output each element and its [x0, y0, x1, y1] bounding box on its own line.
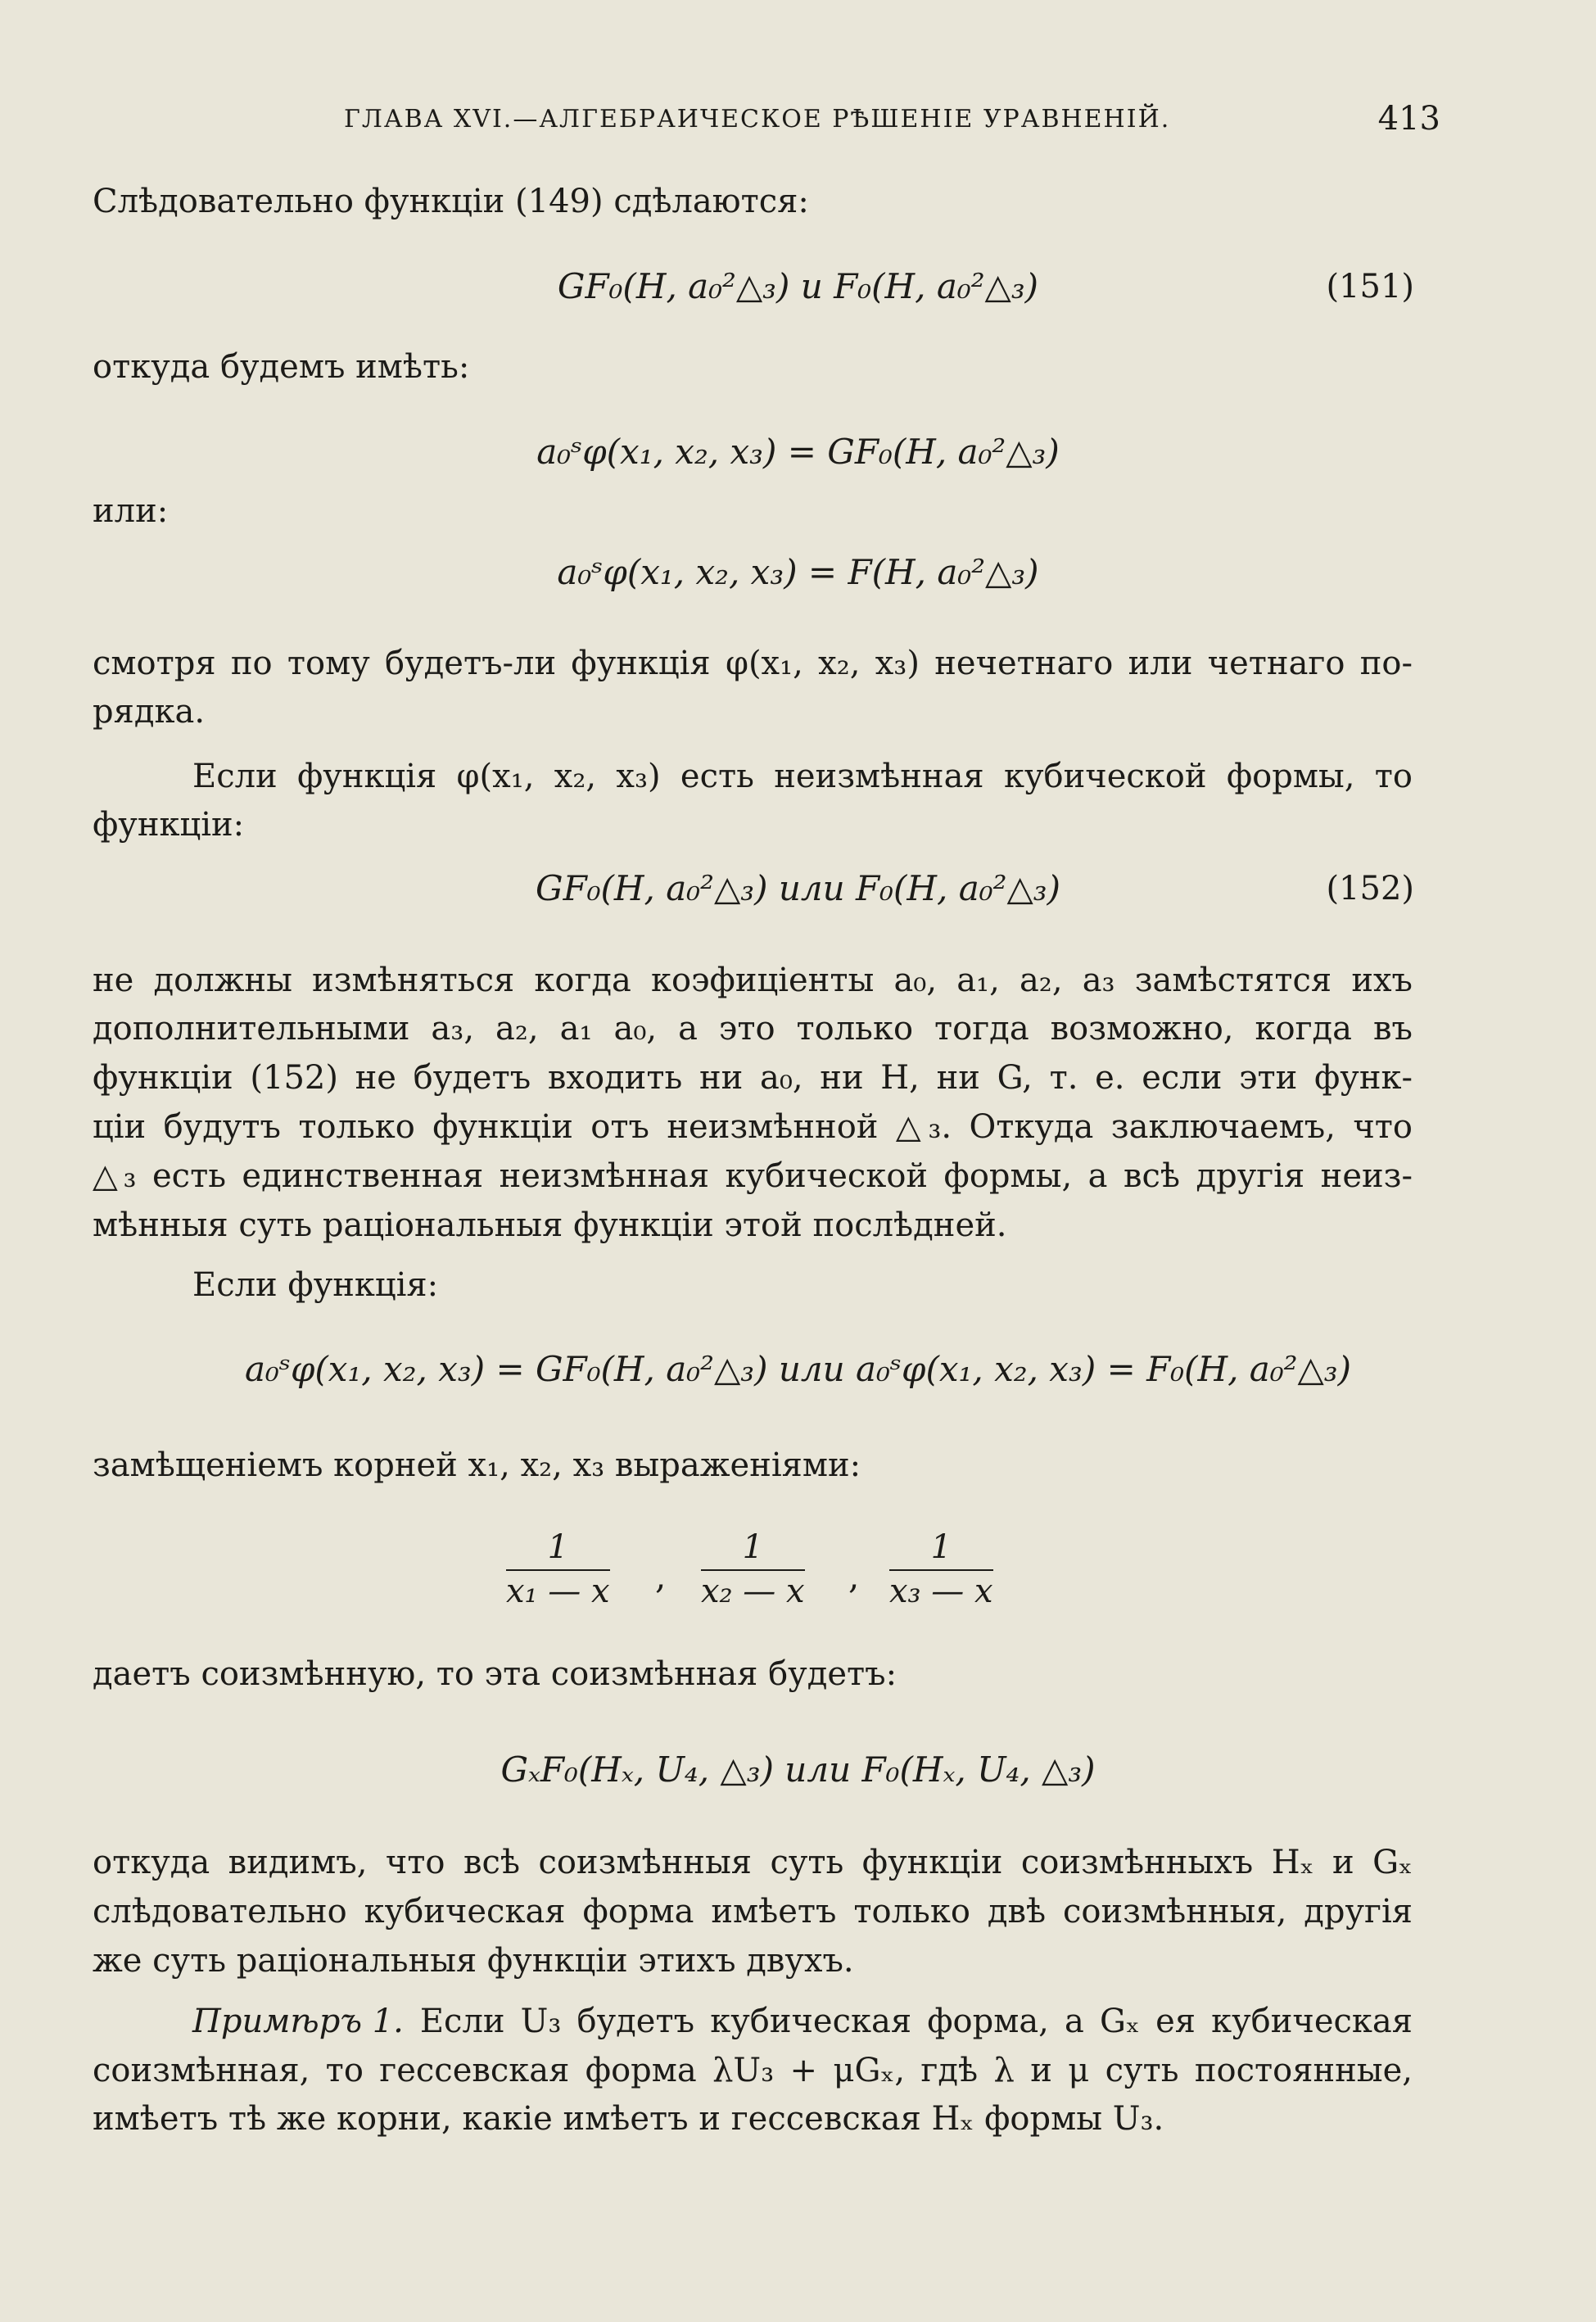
equation-151: GF₀(H, a₀²△₃) и F₀(H, a₀²△₃): [557, 266, 1039, 306]
fraction-denominator: x₃ — x: [889, 1573, 993, 1610]
fraction-denominator: x₁ — x: [506, 1573, 610, 1610]
text-line: ціи будутъ только функціи отъ неизмѣнной △₃. Откуда заключаемъ, что: [93, 1108, 1413, 1146]
fraction-numerator: 1: [889, 1528, 993, 1571]
separator: ,: [655, 1556, 667, 1596]
chapter-title: ГЛАВА XVI.—АЛГЕБРАИЧЕСКОЕ РѢШЕНІЕ УРАВНЕНІЙ.: [344, 105, 1171, 134]
example-text: Если U₃ будетъ кубическая форма, а Gₓ ея кубическая: [419, 2003, 1413, 2040]
text-line: соизмѣнная, то гессевская форма λU₃ + μGₓ, гдѣ λ и μ суть постоянные,: [93, 2052, 1413, 2089]
fraction-denominator: x₂ — x: [701, 1573, 805, 1610]
text-line: мѣнныя суть раціональныя функціи этой послѣдней.: [93, 1206, 1007, 1244]
example-label: Примѣръ 1.: [192, 2003, 404, 2040]
equation-number-152: (152): [1326, 870, 1414, 908]
text-line: смотря по тому будетъ-ли функція φ(x₁, x₂, x₃) нечетнаго или четнаго по-: [93, 645, 1413, 682]
text-line: же суть раціональныя функціи этихъ двухъ.: [93, 1942, 854, 1980]
text-line: не должны измѣняться когда коэфиціенты a₀, a₁, a₂, a₃ замѣстятся ихъ: [93, 962, 1413, 999]
fraction-2: [701, 1528, 805, 1612]
equation-d: GₓF₀(Hₓ, U₄, △₃) или F₀(Hₓ, U₄, △₃): [500, 1749, 1096, 1790]
paragraph-indent-line: Если функція φ(x₁, x₂, x₃) есть неизмѣнная кубической формы, то: [192, 758, 1413, 795]
text-line: откуда будемъ имѣть:: [93, 348, 470, 386]
fraction-1: [506, 1528, 610, 1612]
equation-b: a₀ˢφ(x₁, x₂, x₃) = F(H, a₀²△₃): [557, 552, 1039, 592]
text-line: имѣетъ тѣ же корни, какіе имѣетъ и гессевская Hₓ формы U₃.: [93, 2100, 1164, 2138]
text-line: △₃ есть единственная неизмѣнная кубической формы, а всѣ другія неиз-: [93, 1157, 1413, 1195]
equation-a: a₀ˢφ(x₁, x₂, x₃) = GF₀(H, a₀²△₃): [536, 432, 1060, 472]
text-line: замѣщеніемъ корней x₁, x₂, x₃ выраженіями:: [93, 1446, 861, 1484]
text-line: откуда видимъ, что всѣ соизмѣнныя суть функціи соизмѣнныхъ Hₓ и Gₓ: [93, 1844, 1413, 1881]
fraction-numerator: 1: [506, 1528, 610, 1571]
text-line: Слѣдовательно функціи (149) сдѣлаются:: [93, 183, 809, 220]
example-line: [192, 2002, 1413, 2041]
text-line: функціи:: [93, 806, 245, 844]
equation-number-151: (151): [1326, 268, 1414, 306]
equation-c: a₀ˢφ(x₁, x₂, x₃) = GF₀(H, a₀²△₃) или a₀ˢφ(x₁, x₂, x₃) = F₀(H, a₀²△₃): [244, 1349, 1352, 1389]
fraction-3: [889, 1528, 993, 1612]
separator: ,: [848, 1556, 860, 1596]
equation-152: GF₀(H, a₀²△₃) или F₀(H, a₀²△₃): [536, 868, 1060, 908]
text-line: дополнительными a₃, a₂, a₁ a₀, а это только тогда возможно, когда въ: [93, 1010, 1413, 1048]
text-line: рядка.: [93, 693, 206, 731]
fraction-numerator: 1: [701, 1528, 805, 1571]
text-line: слѣдовательно кубическая форма имѣетъ только двѣ соизмѣнныя, другія: [93, 1893, 1413, 1930]
text-line: даетъ соизмѣнную, то эта соизмѣнная будетъ:: [93, 1655, 897, 1693]
text-line: или:: [93, 492, 169, 530]
text-line: функціи (152) не будетъ входить ни a₀, ни H, ни G, т. е. если эти функ-: [93, 1059, 1413, 1097]
page-number: 413: [1377, 100, 1440, 138]
paragraph-indent-line: Если функція:: [192, 1266, 439, 1304]
